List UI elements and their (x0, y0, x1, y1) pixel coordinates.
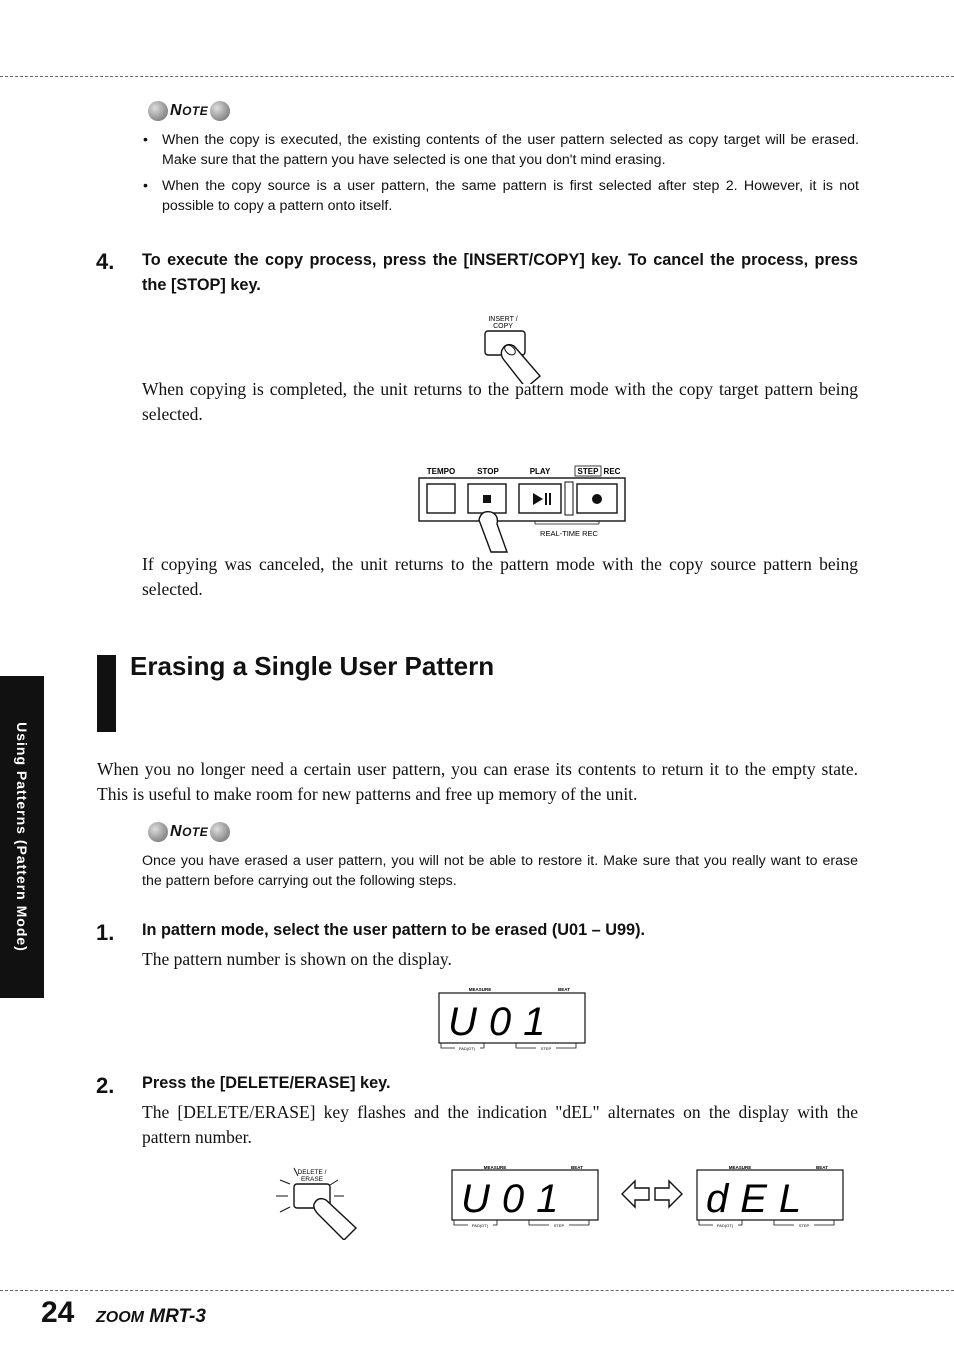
note-ball-icon (210, 101, 230, 121)
step-heading: Press the [DELETE/ERASE] key. (142, 1074, 391, 1092)
note-ball-icon (148, 822, 168, 842)
svg-text:BEAT: BEAT (571, 1165, 583, 1170)
copy-canceled-text: If copying was canceled, the unit returns to the pattern mode with the copy source pattern being selected. (142, 554, 858, 599)
svg-text:MEASURE: MEASURE (468, 987, 492, 992)
section-title: Erasing a Single User Pattern (130, 651, 495, 681)
insert-copy-key-illustration (470, 312, 560, 384)
svg-text:PAD(OT): PAD(OT) (471, 1223, 489, 1228)
erase-note: Once you have erased a user pattern, you will not be able to restore it. Make sure that you really want to erase the pattern before carrying out the following steps. (142, 853, 858, 889)
stop-icon (483, 495, 491, 503)
play-label: PLAY (529, 467, 551, 476)
step-label: STEP (577, 467, 599, 476)
note-ball-icon (148, 101, 168, 121)
key-label: COPY (493, 323, 513, 330)
bottom-dashed-rule (0, 1290, 954, 1291)
stop-label: STOP (477, 467, 499, 476)
note-ball-icon (210, 822, 230, 842)
svg-text:STEP: STEP (553, 1223, 565, 1228)
side-tab-label: Using Patterns (Pattern Mode) (14, 722, 30, 952)
svg-text:ERASE: ERASE (300, 1176, 324, 1183)
step-number: 1. (96, 920, 115, 945)
note-label: NOTE (170, 102, 209, 119)
copy-completed-text: When copying is completed, the unit returns to the pattern mode with the copy target pattern being selected. (142, 379, 858, 424)
svg-text:BEAT: BEAT (816, 1165, 828, 1170)
step-text: The [DELETE/ERASE] key flashes and the indication "dEL" alternates on the display with the pattern number. (142, 1102, 858, 1147)
lcd-display-del (696, 1160, 846, 1228)
lcd-display-u01 (438, 985, 588, 1053)
lcd-display-u01-flash (451, 1160, 601, 1228)
record-icon (592, 494, 602, 504)
footer-brand: ZOOM MRT-3 (96, 1306, 206, 1327)
step-heading: In pattern mode, select the user pattern to be erased (U01 – U99). (142, 921, 646, 939)
note-bullet: • When the copy is executed, the existing contents of the user pattern selected as copy target will be erased. Make sure that the pattern you have selected is one that you don't mind erasing. (143, 130, 859, 170)
lcd-text: U01 (448, 1000, 558, 1044)
note-badge (148, 101, 230, 121)
delete-erase-key-illustration (272, 1160, 364, 1240)
step-number: 4. (96, 249, 115, 274)
svg-text:DELETE /: DELETE / (297, 1169, 327, 1176)
note-bullets (143, 130, 859, 222)
section-bar (97, 655, 116, 732)
svg-text:BEAT: BEAT (558, 987, 570, 992)
svg-text:STEP: STEP (798, 1223, 810, 1228)
lcd-text: dEL (706, 1177, 814, 1221)
page-number: 24 (41, 1296, 75, 1329)
svg-text:PAD(OT): PAD(OT) (716, 1223, 734, 1228)
note-bullet: • When the copy source is a user pattern, the same pattern is first selected after step 2. However, it is not possible to copy a pattern onto itself. (143, 176, 859, 216)
svg-text:PAD(OT): PAD(OT) (458, 1046, 476, 1051)
note-badge (148, 822, 230, 842)
svg-text:MEASURE: MEASURE (483, 1165, 507, 1170)
alternate-arrows-icon (620, 1178, 684, 1210)
step-number: 2. (96, 1073, 115, 1098)
realtime-rec-label: REAL-TIME REC (540, 529, 598, 538)
svg-text:STEP: STEP (540, 1046, 552, 1051)
note-label: NOTE (170, 823, 209, 840)
step-heading: To execute the copy process, press the [INSERT/COPY] key. To cancel the process, press the [STOP] key. (142, 251, 858, 294)
top-dashed-rule (0, 76, 954, 77)
finger-icon (314, 1199, 356, 1240)
svg-text:MEASURE: MEASURE (728, 1165, 752, 1170)
lcd-text: U01 (461, 1177, 571, 1221)
tempo-label: TEMPO (426, 467, 456, 476)
key-label: INSERT / (488, 316, 518, 323)
section-intro: When you no longer need a certain user pattern, you can erase its contents to return it to the empty state. This is useful to make room for new patterns and free up memory of the unit. (97, 759, 858, 804)
rec-label: REC (603, 467, 621, 476)
transport-keys-illustration (417, 462, 629, 554)
step-text: The pattern number is shown on the display. (142, 949, 452, 969)
